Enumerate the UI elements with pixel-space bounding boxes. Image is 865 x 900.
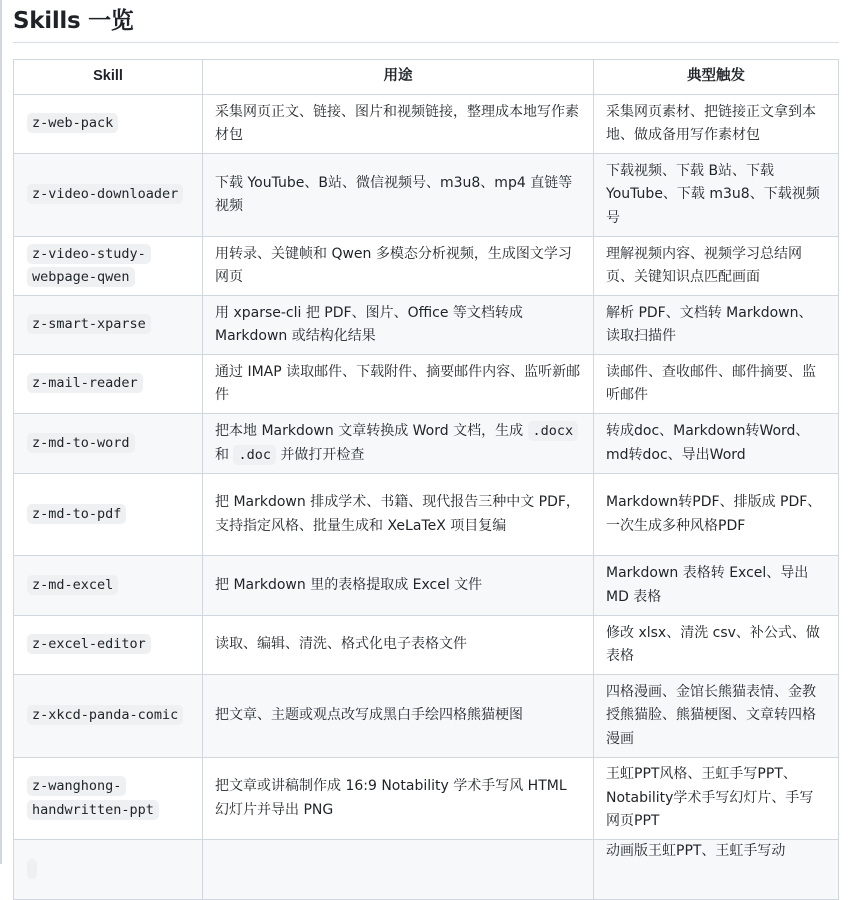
skill-name: z-video-downloader	[27, 184, 183, 204]
skill-trigger-cell: 四格漫画、金馆长熊猫表情、金教授熊猫脸、熊猫梗图、文章转四格漫画	[594, 675, 839, 758]
inline-code-docx: .docx	[528, 421, 579, 441]
table-row	[14, 675, 839, 758]
skill-name-cell	[14, 675, 203, 758]
skill-use-cell: 读取、编辑、清洗、格式化电子表格文件	[203, 616, 594, 675]
skill-use-cell: 下载 YouTube、B站、微信视频号、m3u8、mp4 直链等视频	[203, 154, 594, 237]
skill-name: z-excel-editor	[27, 634, 151, 654]
skill-use-cell: 把文章或讲稿制作成 16:9 Notability 学术手写风 HTML 幻灯片并导出 PNG	[203, 758, 594, 840]
column-header-trigger: 典型触发	[594, 60, 839, 95]
skill-name-cell	[14, 474, 203, 556]
column-header-skill: Skill	[14, 60, 203, 95]
skill-name-cell	[14, 840, 203, 900]
skill-name: z-smart-xparse	[27, 314, 151, 334]
skill-use-cell: 把 Markdown 排成学术、书籍、现代报告三种中文 PDF，支持指定风格、批量生成和 XeLaTeX 项目复编	[203, 474, 594, 556]
skill-trigger-cell: Markdown 表格转 Excel、导出 MD 表格	[594, 556, 839, 616]
table-row	[14, 355, 839, 414]
use-text: 并做打开检查	[275, 446, 365, 463]
skill-name: z-wanghong-handwritten-ppt	[27, 776, 159, 820]
skill-trigger-cell: 读邮件、查收邮件、邮件摘要、监听邮件	[594, 355, 839, 414]
table-row	[14, 237, 839, 296]
skill-name-cell	[14, 616, 203, 675]
skill-use-cell: 用转录、关键帧和 Qwen 多模态分析视频，生成图文学习网页	[203, 237, 594, 296]
table-row	[14, 414, 839, 474]
table-row	[14, 616, 839, 675]
skill-trigger-cell: 采集网页素材、把链接正文拿到本地、做成备用写作素材包	[594, 95, 839, 154]
skill-use-cell: 通过 IMAP 读取邮件、下载附件、摘要邮件内容、监听新邮件	[203, 355, 594, 414]
table-header-row	[14, 60, 839, 95]
table-row	[14, 474, 839, 556]
skill-name-cell	[14, 154, 203, 237]
skill-trigger-cell: 理解视频内容、视频学习总结网页、关键知识点匹配画面	[594, 237, 839, 296]
document-page	[13, 0, 839, 900]
page-title: Skills 一览	[13, 0, 839, 43]
skill-use-cell: 采集网页正文、链接、图片和视频链接，整理成本地写作素材包	[203, 95, 594, 154]
skill-name	[27, 859, 37, 879]
table-row	[14, 95, 839, 154]
left-border-rule	[0, 0, 2, 864]
skills-table	[13, 59, 839, 900]
skill-name: z-video-study-webpage-qwen	[27, 244, 151, 288]
table-row	[14, 840, 839, 900]
skill-trigger-cell: 解析 PDF、文档转 Markdown、读取扫描件	[594, 296, 839, 355]
column-header-use: 用途	[203, 60, 594, 95]
skill-name: z-xkcd-panda-comic	[27, 705, 183, 725]
use-text: 和	[215, 446, 234, 463]
skill-trigger-cell: 动画版王虹PPT、王虹手写动	[594, 840, 839, 900]
skill-use-cell: 用 xparse-cli 把 PDF、图片、Office 等文档转成 Markdown 或结构化结果	[203, 296, 594, 355]
skill-use-cell	[203, 840, 594, 900]
table-row	[14, 154, 839, 237]
skill-trigger-cell: 转成doc、Markdown转Word、md转doc、导出Word	[594, 414, 839, 474]
skill-trigger-cell: 下载视频、下载 B站、下载 YouTube、下载 m3u8、下载视频号	[594, 154, 839, 237]
skill-use-cell	[203, 414, 594, 474]
skill-name: z-md-excel	[27, 575, 118, 595]
table-row	[14, 758, 839, 840]
skill-name-cell	[14, 355, 203, 414]
inline-code-doc: .doc	[233, 445, 276, 465]
skill-name-cell	[14, 414, 203, 474]
skill-trigger-cell: 修改 xlsx、清洗 csv、补公式、做表格	[594, 616, 839, 675]
skill-trigger-cell: 王虹PPT风格、王虹手写PPT、Notability学术手写幻灯片、手写网页PPT	[594, 758, 839, 840]
skill-name: z-md-to-pdf	[27, 504, 126, 524]
skill-use-cell: 把文章、主题或观点改写成黑白手绘四格熊猫梗图	[203, 675, 594, 758]
skill-trigger-cell: Markdown转PDF、排版成 PDF、一次生成多种风格PDF	[594, 474, 839, 556]
skill-use-cell: 把 Markdown 里的表格提取成 Excel 文件	[203, 556, 594, 616]
table-row	[14, 296, 839, 355]
skill-name-cell	[14, 556, 203, 616]
skill-name-cell	[14, 296, 203, 355]
skill-name-cell	[14, 95, 203, 154]
table-row	[14, 556, 839, 616]
skill-name-cell	[14, 758, 203, 840]
use-text: 把本地 Markdown 文章转换成 Word 文档，生成	[215, 423, 528, 439]
skill-name: z-web-pack	[27, 113, 118, 133]
skill-name-cell	[14, 237, 203, 296]
skill-name: z-mail-reader	[27, 373, 143, 393]
skill-name: z-md-to-word	[27, 433, 135, 453]
